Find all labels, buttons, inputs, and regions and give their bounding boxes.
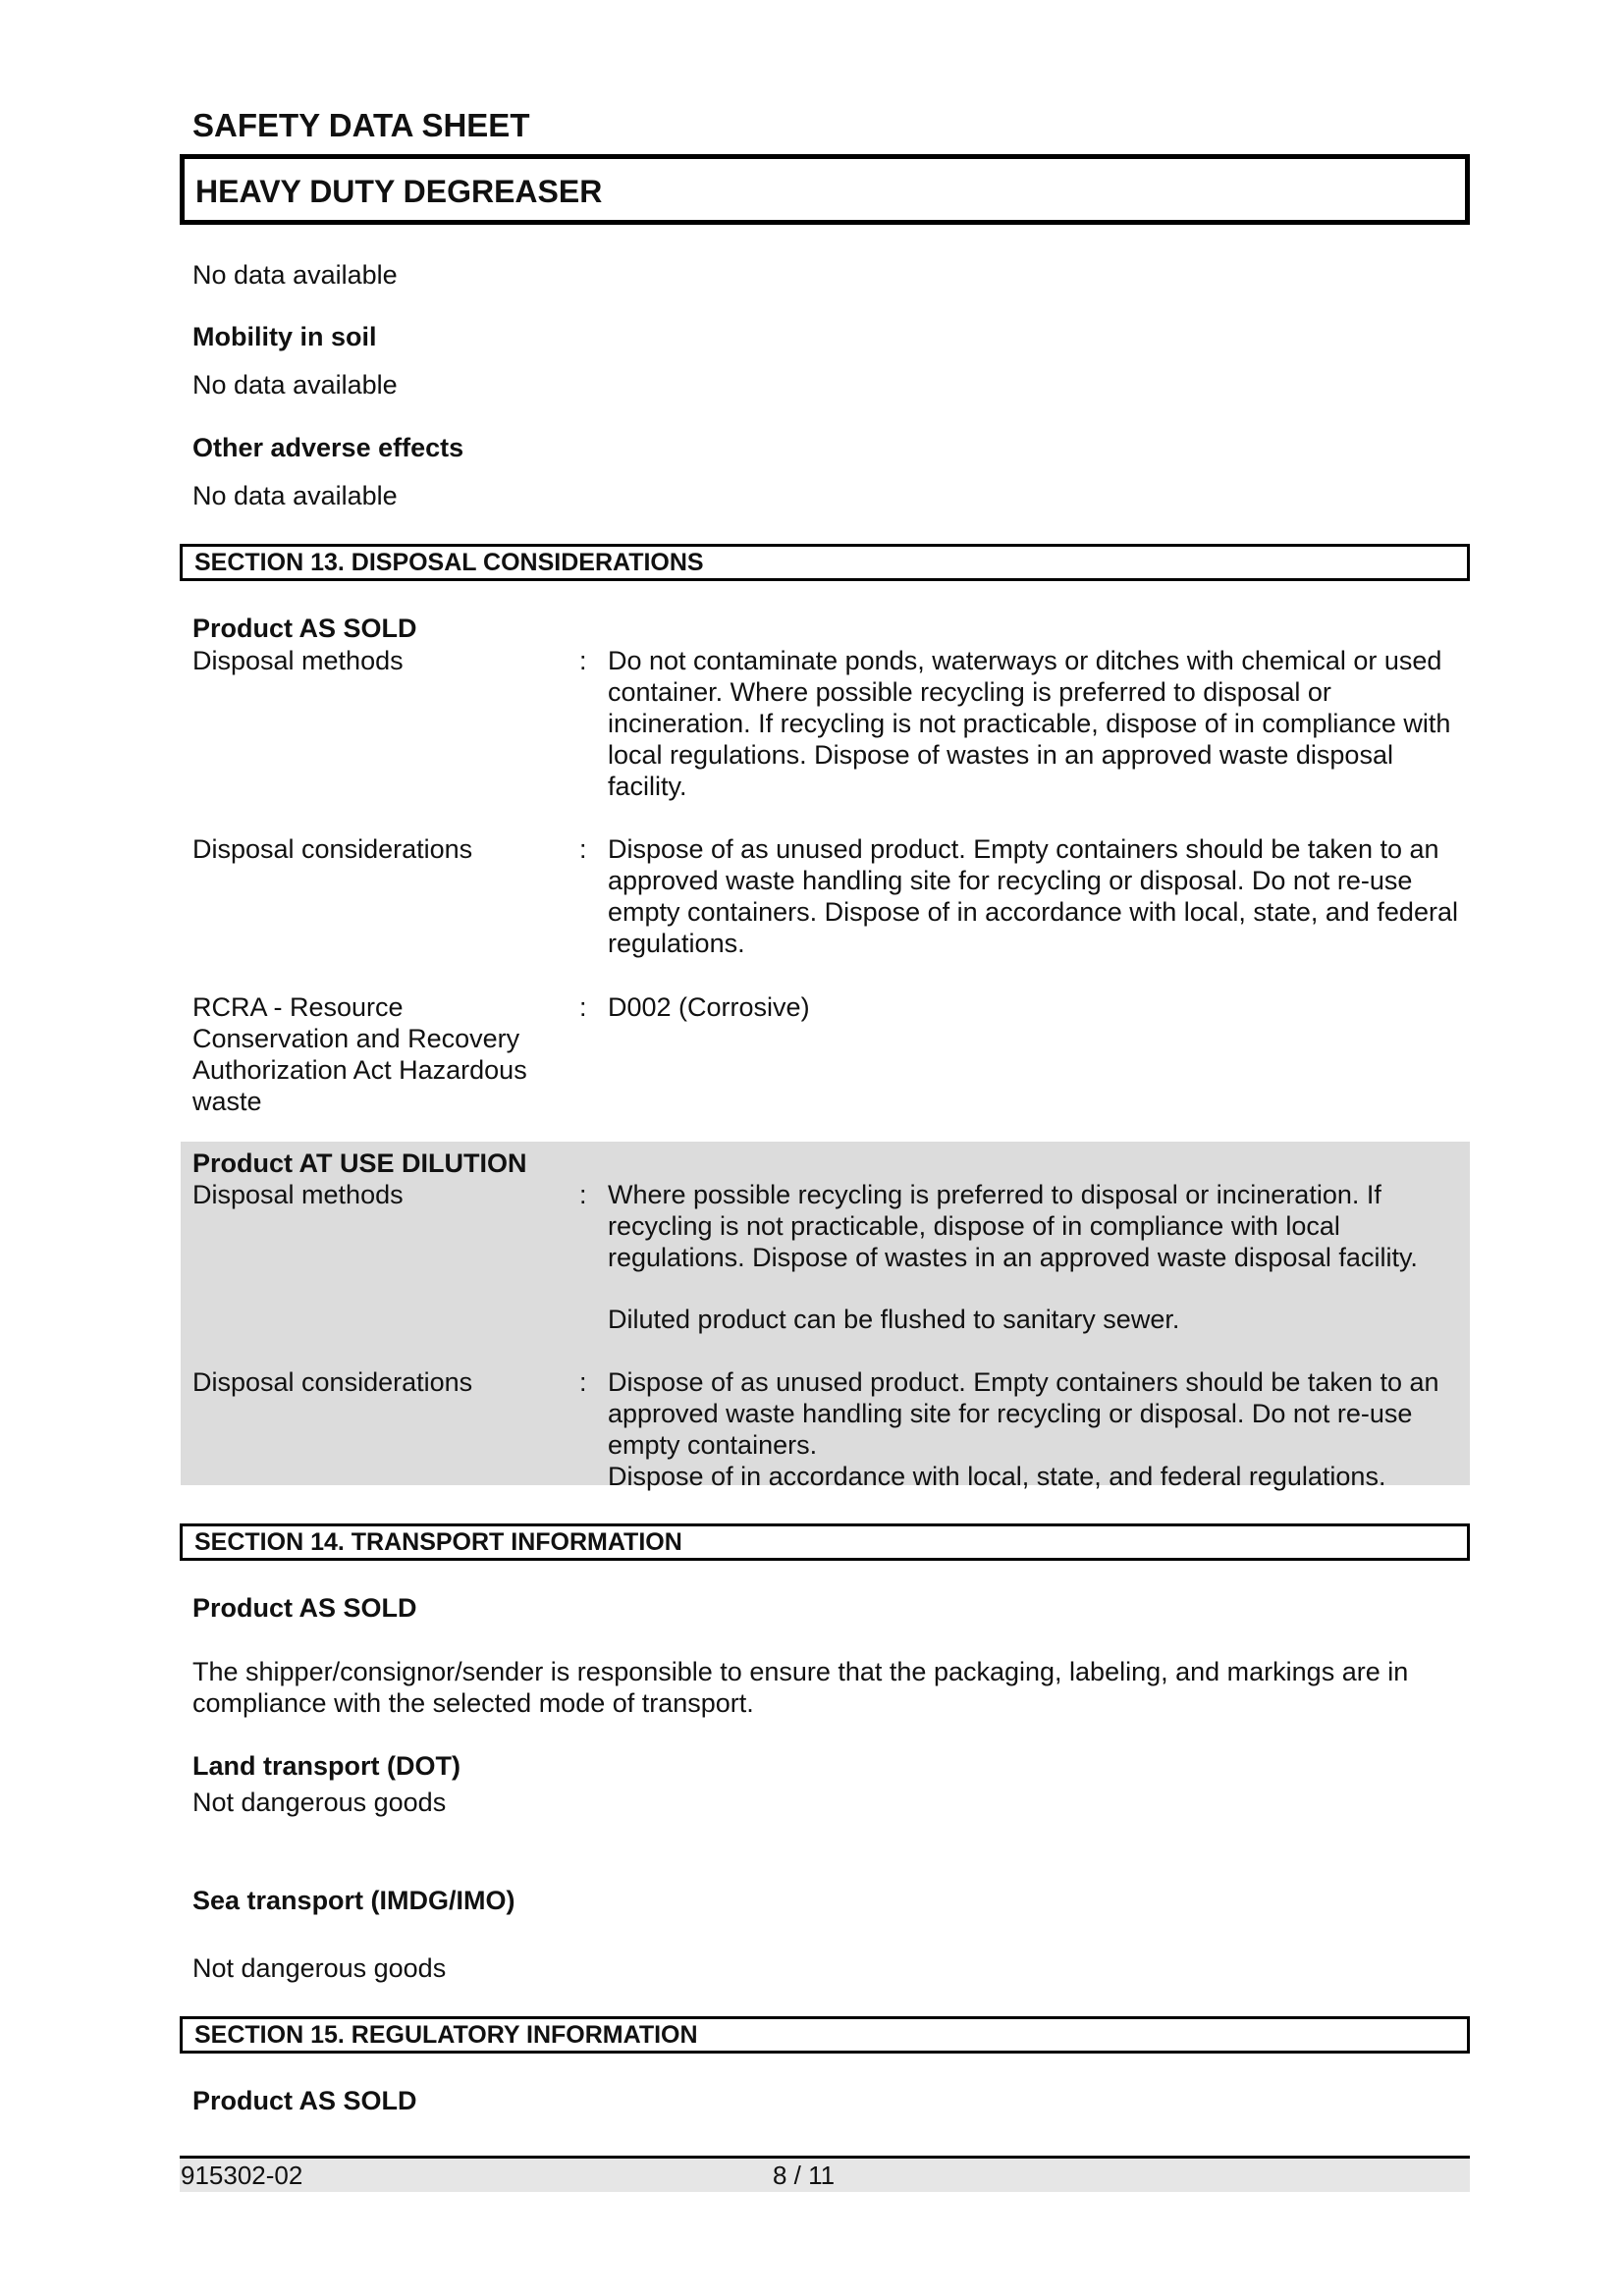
footer-document-code: 915302-02 — [181, 2161, 303, 2190]
mobility-value: No data available — [192, 370, 398, 400]
regulatory-as-sold-heading: Product AS SOLD — [192, 2086, 417, 2115]
document-title: SAFETY DATA SHEET — [192, 107, 530, 143]
section-15-title: SECTION 15. REGULATORY INFORMATION — [194, 2021, 698, 2049]
transport-intro: The shipper/consignor/sender is responsible to ensure that the packaging, labeling, and markings are in compliance with the selected mode of transport. — [192, 1657, 1409, 1718]
other-effects-value: No data available — [192, 481, 398, 510]
colon: : — [579, 1367, 587, 1397]
colon: : — [579, 1180, 587, 1209]
dilution-disposal-methods-label: Disposal methods — [192, 1180, 404, 1209]
section-14-title: SECTION 14. TRANSPORT INFORMATION — [194, 1528, 682, 1556]
dilution-disposal-methods-value: Where possible recycling is preferred to disposal or incineration. If recycling is not practicable, dispose of in compliance with local regulations. Dispose of wastes in an approved waste disposal facility. — [608, 1180, 1418, 1272]
disposal-methods-value: Do not contaminate ponds, waterways or ditches with chemical or used container. Where possible recycling is preferred to disposal or incineration. If recycling is not practicable, dispose of in compliance with local regulations. Dispose of wastes in an approved waste disposal facility. — [608, 646, 1451, 801]
footer-page-number: 8 / 11 — [773, 2161, 836, 2190]
sea-transport-value: Not dangerous goods — [192, 1953, 447, 1983]
land-transport-value: Not dangerous goods — [192, 1788, 447, 1817]
rcra-value: D002 (Corrosive) — [608, 992, 810, 1022]
disposal-considerations-label: Disposal considerations — [192, 834, 473, 864]
colon: : — [579, 646, 587, 675]
disposal-considerations-value: Dispose of as unused product. Empty containers should be taken to an approved waste handling site for recycling or disposal. Do not re-use empty containers. Dispose of in accordance with local, state, and federal regulations. — [608, 834, 1458, 958]
product-name: HEAVY DUTY DEGREASER — [195, 174, 603, 209]
section-13-header — [180, 544, 1470, 581]
section-14-header — [180, 1523, 1470, 1561]
mobility-heading: Mobility in soil — [192, 322, 377, 351]
dilution-sewer-note: Diluted product can be flushed to sanitary sewer. — [608, 1305, 1180, 1334]
at-use-heading: Product AT USE DILUTION — [192, 1148, 527, 1178]
transport-as-sold-heading: Product AS SOLD — [192, 1593, 417, 1623]
dilution-disposal-considerations-value: Dispose of as unused product. Empty containers should be taken to an approved waste handling site for recycling or disposal. Do not re-use empty containers. — [608, 1367, 1439, 1460]
disposal-methods-label: Disposal methods — [192, 646, 404, 675]
as-sold-heading: Product AS SOLD — [192, 614, 417, 643]
dilution-regulations-note: Dispose of in accordance with local, state, and federal regulations. — [608, 1462, 1386, 1491]
product-name-box — [180, 154, 1470, 225]
colon: : — [579, 992, 587, 1022]
section-13-title: SECTION 13. DISPOSAL CONSIDERATIONS — [194, 549, 704, 576]
dilution-disposal-considerations-label: Disposal considerations — [192, 1367, 473, 1397]
sea-transport-heading: Sea transport (IMDG/IMO) — [192, 1886, 515, 1915]
section-15-header — [180, 2016, 1470, 2054]
land-transport-heading: Land transport (DOT) — [192, 1751, 460, 1781]
rcra-label: RCRA - Resource Conservation and Recovery Authorization Act Hazardous waste — [192, 992, 527, 1116]
ecology-no-data: No data available — [192, 260, 398, 290]
other-effects-heading: Other adverse effects — [192, 433, 464, 462]
colon: : — [579, 834, 587, 864]
